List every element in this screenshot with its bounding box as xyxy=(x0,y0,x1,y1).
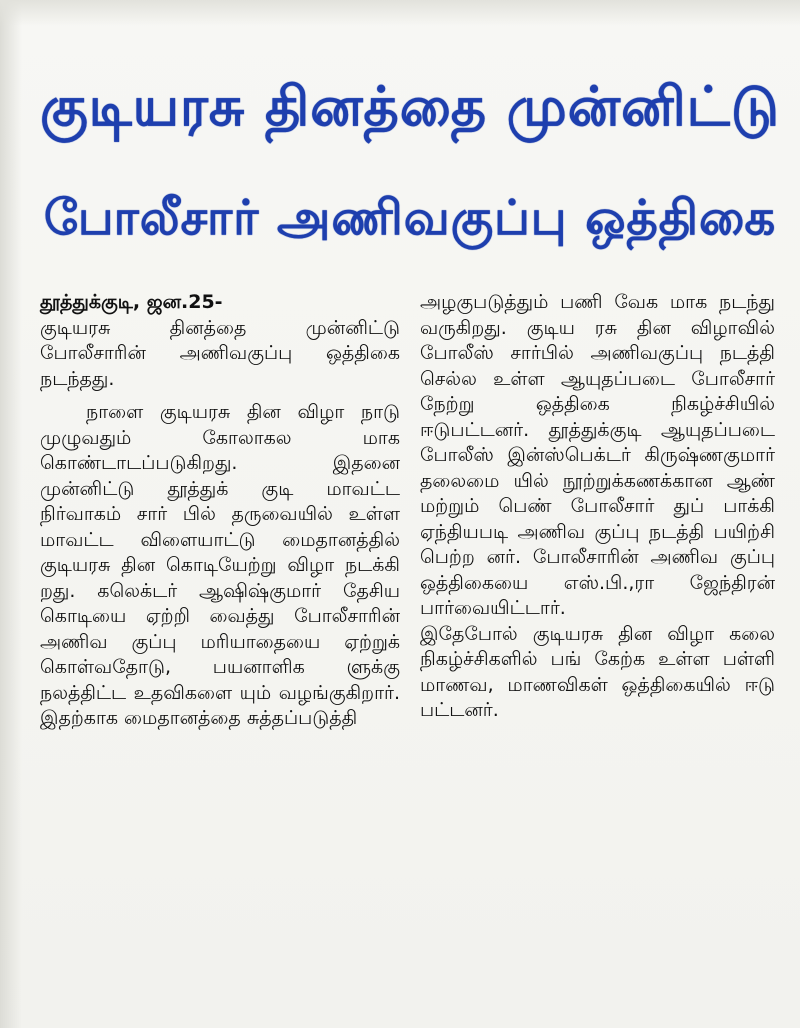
article-body-right-2: இதேபோல் குடியரசு தின விழா கலை நிகழ்ச்சிகளில் பங் கேற்க உள்ள பள்ளி மாணவ, மாணவிகள் ஒத்திகையில் ஈடு பட்டனர். xyxy=(420,622,775,721)
headline-line-2: போலீசார் அணிவகுப்பு ஒத்திகை xyxy=(43,190,777,246)
scan-shadow-left xyxy=(0,0,22,1028)
article-lead: குடியரசு தினத்தை முன்னிட்டு போலீசாரின் அணிவகுப்பு ஒத்திகை நடந்தது. xyxy=(40,316,400,390)
article-dateline: தூத்துக்குடி, ஜன.25- xyxy=(40,291,223,313)
article-column-left xyxy=(40,290,400,732)
scan-shadow-top xyxy=(0,0,800,26)
article-body-right-1: அழகுபடுத்தும் பணி வேக மாக நடந்து வருகிறது. குடிய ரசு தின விழாவில் போலீஸ் சார்பில் அணிவகுப்பு நடத்தி செல்ல உள்ள ஆயுதப்படை போலீசார் நேற்று ஒத்திகை நிகழ்ச்சியில் ஈடுபட்டனர். தூத்துக்குடி ஆயுதப்படை போலீஸ் இன்ஸ்பெக்டர் கிருஷ்ணகுமார் தலைமை யில் நூற்றுக்கணக்கான ஆண் மற்றும் பெண் போலீசார் துப் பாக்கி ஏந்தியபடி அணிவ குப்பு நடத்தி பயிற்சி பெற்ற னர். போலீசாரின் அணிவ குப்பு ஒத்திகையை எஸ்.பி.,ரா ஜேந்திரன் பார்வையிட்டார். xyxy=(420,291,775,619)
article-body-left: நாளை குடியரசு தின விழா நாடு முழுவதும் கோலாகல மாக கொண்டாடப்படுகிறது. இதனை முன்னிட்டு தூத்துக் குடி மாவட்ட நிர்வாகம் சார் பில் தருவையில் உள்ள மாவட்ட விளையாட்டு மைதானத்தில் குடியரசு தின கொடியேற்று விழா நடக்கி றது. கலெக்டர் ஆஷிஷ்குமார் தேசிய கொடியை ஏற்றி வைத்து போலீசாரின் அணிவ குப்பு மரியாதையை ஏற்றுக் கொள்வதோடு, பயனாளிக ளுக்கு நலத்திட்ட உதவிகளை யும் வழங்குகிறார். இதற்காக மைதானத்தை சுத்தப்படுத்தி xyxy=(40,401,400,729)
headline-line-1: குடியரசு தினத்தை முன்னிட்டு xyxy=(40,75,780,138)
article-column-right xyxy=(420,290,775,724)
